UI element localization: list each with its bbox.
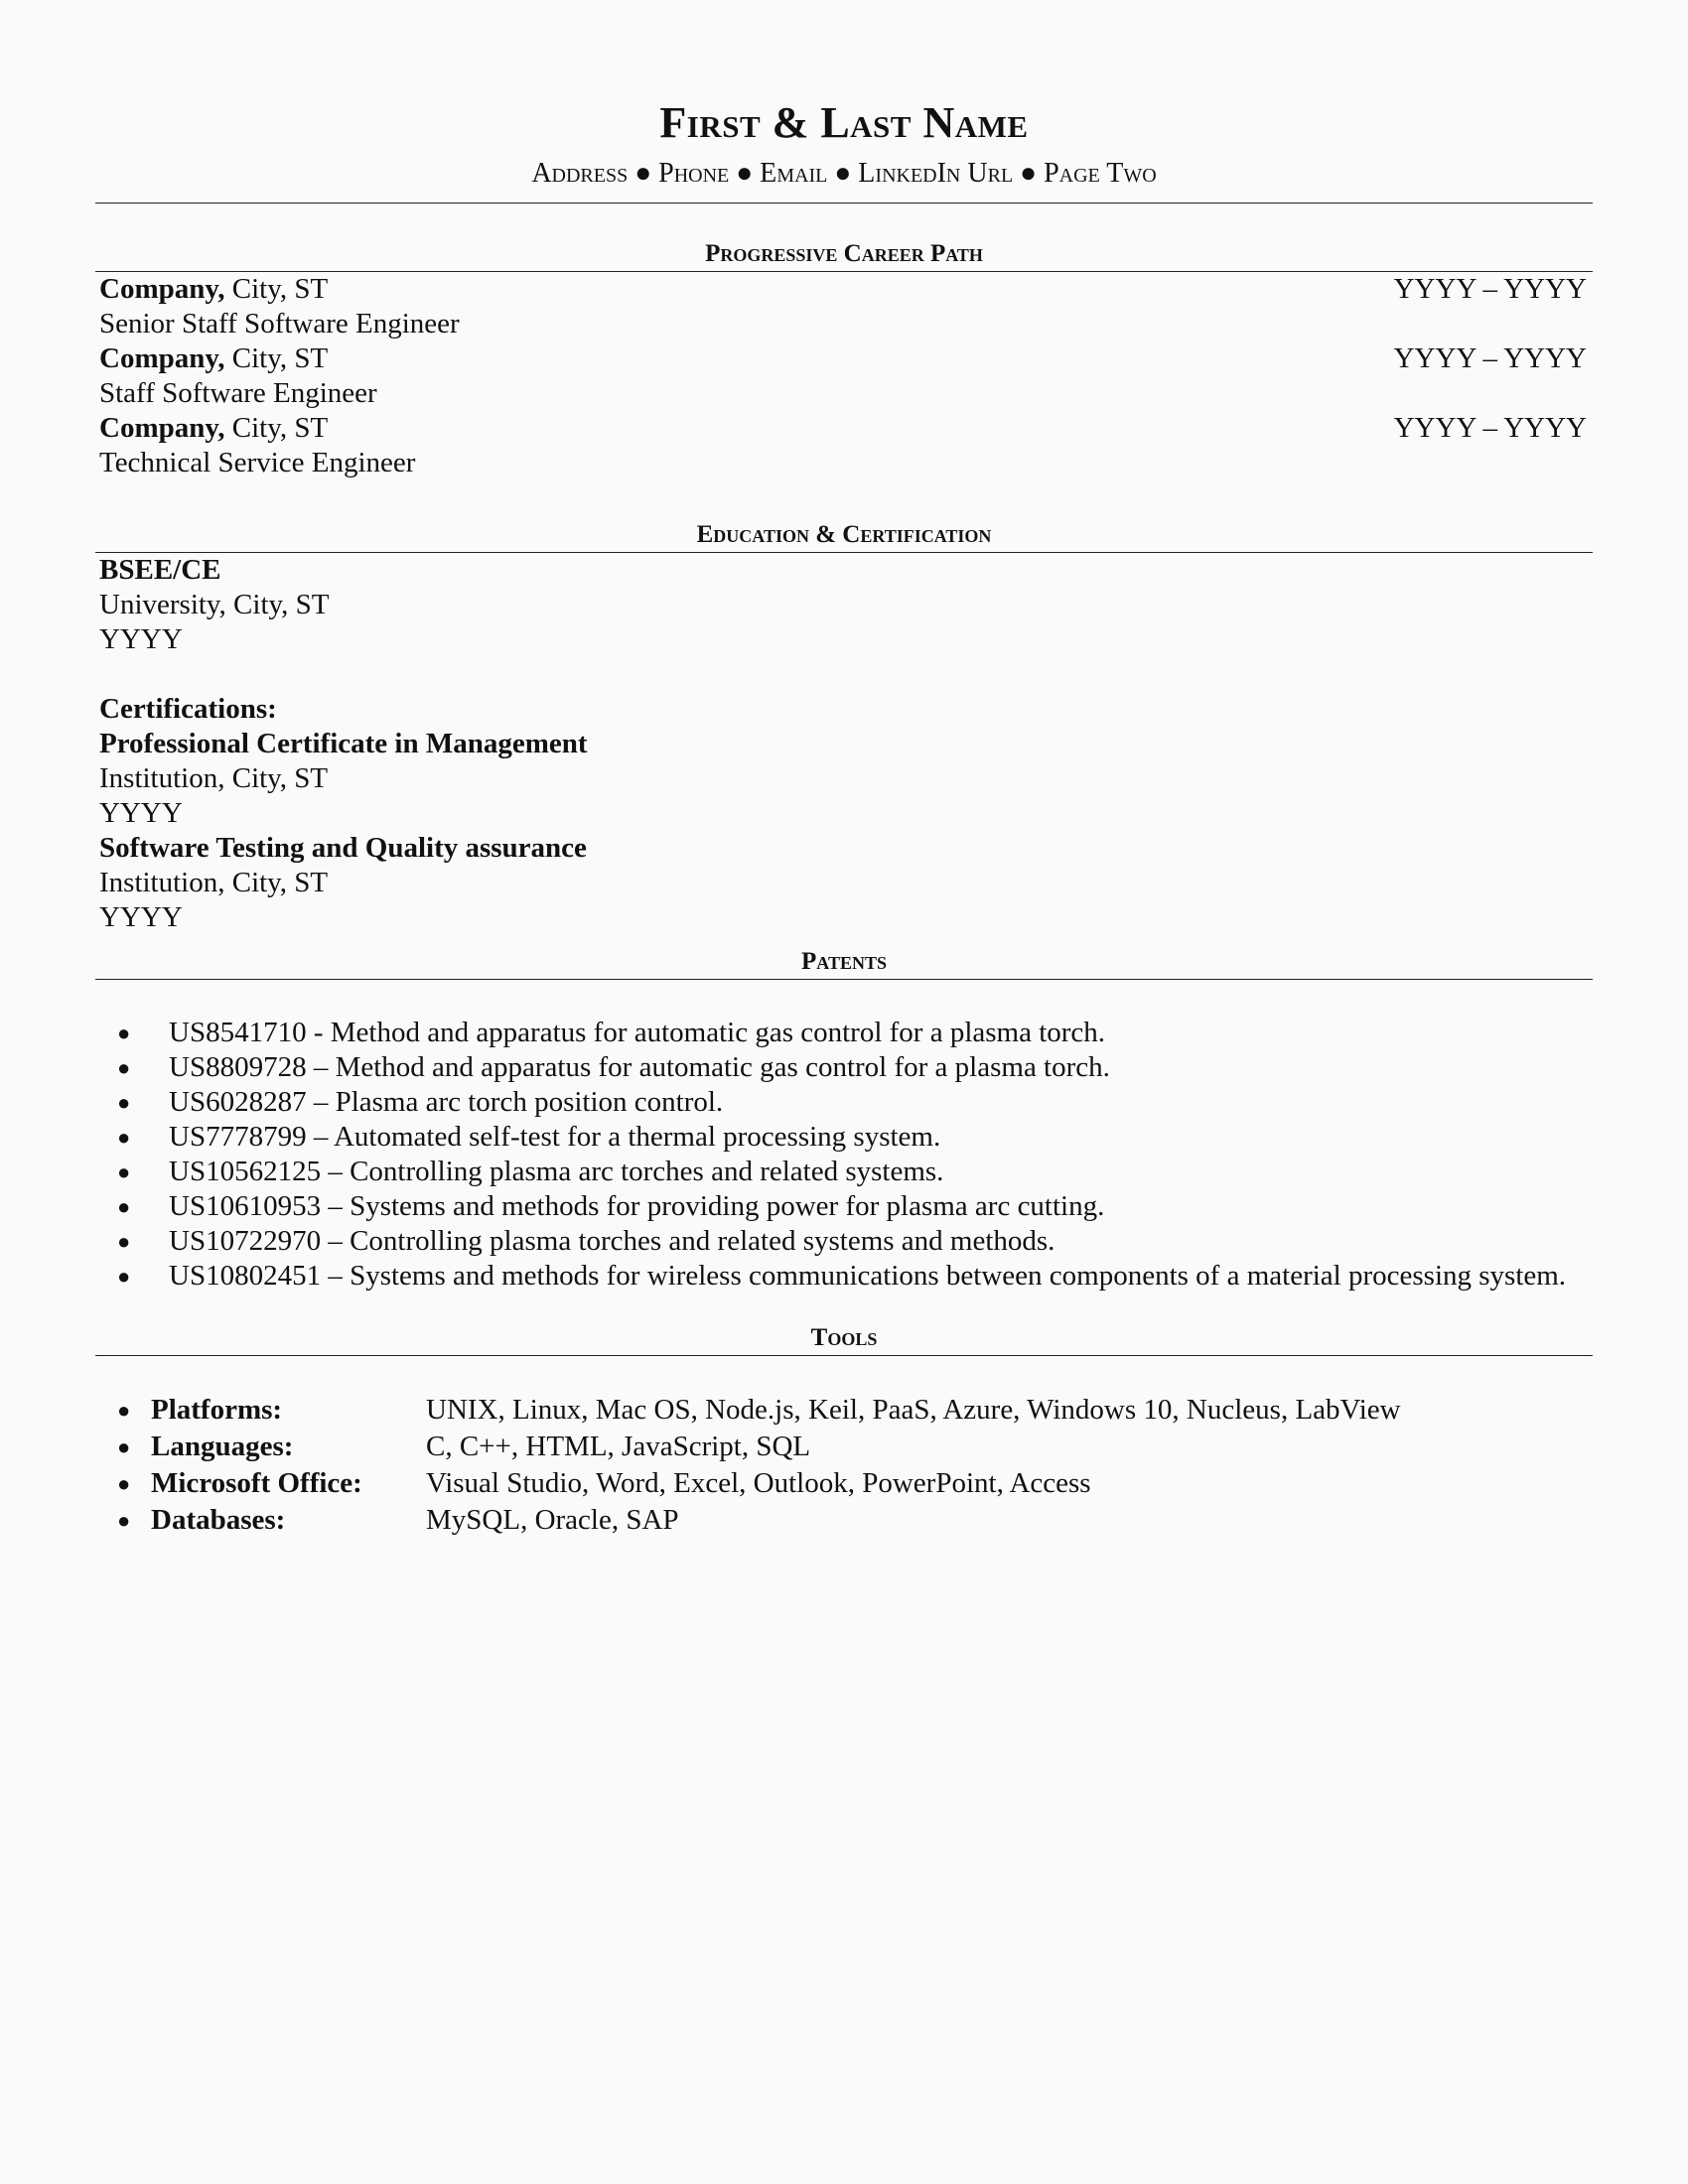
- list-item: [95, 1189, 1587, 1224]
- cert-name: Software Testing and Quality assurance: [99, 831, 587, 864]
- list-item: [95, 1429, 1593, 1465]
- bullet-icon: ●: [117, 1159, 131, 1184]
- list-item: [95, 1085, 1587, 1120]
- bullet-icon: ●: [117, 1263, 131, 1289]
- patent-text: US10802451 – Systems and methods for wireless communications between components of a material processing system.: [169, 1259, 1567, 1292]
- patent-text: US7778799 – Automated self-test for a thermal processing system.: [169, 1120, 941, 1153]
- tool-list: [95, 1392, 1593, 1539]
- bullet-icon: ●: [117, 1433, 131, 1459]
- graduation-year: YYYY: [99, 622, 183, 655]
- job-dates: YYYY – YYYY: [1393, 411, 1587, 444]
- job-entry: [99, 341, 1587, 411]
- bullet-icon: ●: [117, 1507, 131, 1533]
- tools-section: [95, 1323, 1593, 1539]
- job-company: Company,: [99, 272, 225, 305]
- job-company: Company,: [99, 341, 225, 374]
- patent-text: US6028287 – Plasma arc torch position control.: [169, 1085, 724, 1118]
- bullet-icon: ●: [117, 1228, 131, 1254]
- job-entry: [99, 272, 1587, 341]
- tool-label: Languages:: [151, 1430, 294, 1462]
- cert-institution: Institution, City, ST: [99, 761, 329, 794]
- tool-value: UNIX, Linux, Mac OS, Node.js, Keil, PaaS, Azure, Windows 10, Nucleus, LabView: [426, 1393, 1401, 1426]
- bullet-icon: ●: [117, 1054, 131, 1080]
- cert-name: Professional Certificate in Management: [99, 727, 588, 759]
- bullet-icon: ●: [117, 1020, 131, 1045]
- cert-institution: Institution, City, ST: [99, 866, 329, 898]
- job-location: City, ST: [224, 272, 329, 305]
- patent-text: US10562125 – Controlling plasma arc torches and related systems.: [169, 1155, 944, 1187]
- job-location: City, ST: [224, 341, 329, 374]
- job-dates: YYYY – YYYY: [1393, 272, 1587, 305]
- bullet-icon: ●: [117, 1470, 131, 1496]
- job-entry: [99, 411, 1587, 480]
- job-title: Staff Software Engineer: [99, 376, 377, 409]
- career-section: [95, 239, 1593, 480]
- tool-label: Microsoft Office:: [151, 1466, 362, 1499]
- cert-year: YYYY: [99, 900, 183, 933]
- patent-text: US10722970 – Controlling plasma torches and related systems and methods.: [169, 1224, 1055, 1257]
- candidate-name: First & Last Name: [659, 98, 1029, 147]
- cert-year: YYYY: [99, 796, 183, 829]
- career-heading: Progressive Career Path: [95, 239, 1593, 272]
- degree: BSEE/CE: [99, 553, 221, 586]
- certifications-heading: Certifications:: [99, 692, 277, 725]
- bullet-icon: ●: [117, 1089, 131, 1115]
- tool-value: Visual Studio, Word, Excel, Outlook, PowerPoint, Access: [426, 1466, 1091, 1499]
- tool-label: Platforms:: [151, 1393, 283, 1426]
- list-item: [95, 1016, 1587, 1050]
- list-item: [95, 1392, 1593, 1429]
- job-title: Senior Staff Software Engineer: [99, 307, 460, 340]
- school: University, City, ST: [99, 588, 330, 620]
- bullet-icon: ●: [117, 1193, 131, 1219]
- list-item: [95, 1502, 1593, 1539]
- patent-list: [95, 1016, 1593, 1294]
- patents-section: [95, 947, 1593, 1294]
- list-item: [95, 1259, 1587, 1294]
- tools-heading: Tools: [95, 1323, 1593, 1356]
- list-item: [95, 1465, 1593, 1502]
- tool-value: MySQL, Oracle, SAP: [426, 1503, 679, 1536]
- job-company: Company,: [99, 411, 225, 444]
- patent-text: US10610953 – Systems and methods for providing power for plasma arc cutting.: [169, 1189, 1105, 1222]
- education-section: [95, 520, 1593, 935]
- patent-text: US8809728 – Method and apparatus for automatic gas control for a plasma torch.: [169, 1050, 1110, 1083]
- tool-label: Databases:: [151, 1503, 286, 1536]
- patents-heading: Patents: [95, 947, 1593, 980]
- job-location: City, ST: [224, 411, 329, 444]
- header-divider: [95, 203, 1593, 204]
- tool-value: C, C++, HTML, JavaScript, SQL: [426, 1430, 811, 1462]
- bullet-icon: ●: [117, 1397, 131, 1423]
- job-dates: YYYY – YYYY: [1393, 341, 1587, 374]
- list-item: [95, 1050, 1587, 1085]
- list-item: [95, 1155, 1587, 1189]
- job-title: Technical Service Engineer: [99, 446, 416, 478]
- bullet-icon: ●: [117, 1124, 131, 1150]
- contact-line: Address ● Phone ● Email ● LinkedIn Url ● Page Two: [531, 158, 1157, 190]
- patent-text: US8541710 - Method and apparatus for automatic gas control for a plasma torch.: [169, 1016, 1106, 1048]
- list-item: [95, 1120, 1587, 1155]
- list-item: [95, 1224, 1587, 1259]
- education-heading: Education & Certification: [95, 520, 1593, 553]
